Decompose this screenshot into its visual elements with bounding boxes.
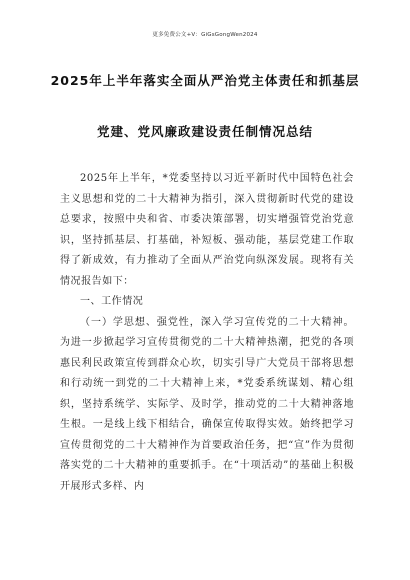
document-title-line-1: 2025年上半年落实全面从严治党主体责任和抓基层 xyxy=(50,73,360,88)
header-note: 更多免费公文+V：GiGsGongWen2024 xyxy=(152,32,258,38)
document-body xyxy=(60,169,354,497)
section-heading: 一、工作情况 xyxy=(80,296,144,307)
section-paragraph: （一）学思想、强党性，深入学习宣传党的二十大精神。为进一步掀起学习宣传贯彻党的二十大精神热潮，把党的各项惠民利民政策宣传到群众心坎，切实引导广大党员干部将思想和行动统一到党的二十大精神上来，*党委系统谋划、精心组织，坚持系统学、实际学、及时学，推动党的二十大精神落地生根。一是线上线下相结合，确保宣传取得实效。始终把学习宣传贯彻党的二十大精神作为首要政治任务，把“宣”作为贯彻落实党的二十大精神的重要抓手。在“十项活动”的基础上积极开展形式多样、内 xyxy=(60,316,354,492)
document-title-line-2: 党建、党风廉政建设责任制情况总结 xyxy=(96,124,313,139)
intro-paragraph: 2025年上半年，*党委坚持以习近平新时代中国特色社会主义思想和党的二十大精神为指引，深入贯彻新时代党的建设总要求，按照中央和省、市委决策部署，切实增强管党治党意识，坚持抓基层、打基础，补短板、强动能，基层党建工作取得了新成效，有力推动了全面从严治党向纵深发展。现将有关情况报告如下： xyxy=(60,173,354,287)
